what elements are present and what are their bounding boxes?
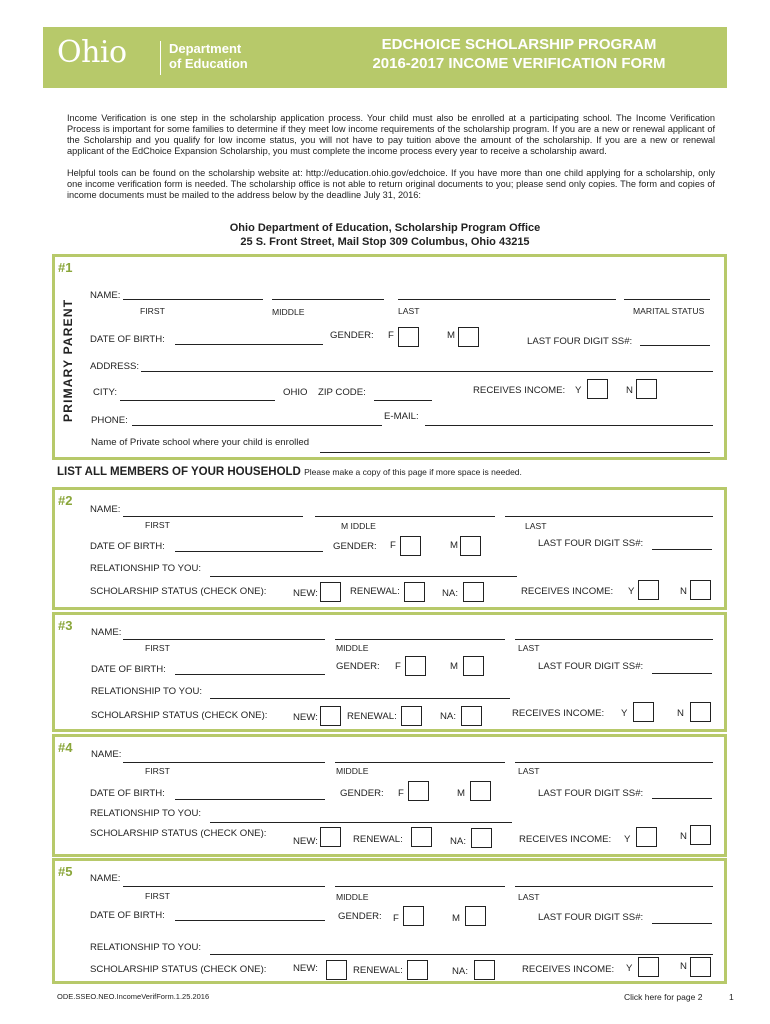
ss-label: LAST FOUR DIGIT SS#: bbox=[538, 788, 644, 799]
first-caption: FIRST bbox=[145, 520, 170, 530]
status-na-label: NA: bbox=[440, 711, 456, 722]
household-note: Please make a copy of this page if more space is needed. bbox=[304, 467, 522, 477]
receives-n-label: N bbox=[677, 708, 684, 719]
last-caption: LAST bbox=[398, 306, 420, 316]
email-input[interactable] bbox=[425, 425, 713, 426]
ss-input[interactable] bbox=[640, 345, 710, 346]
status-renewal-label: RENEWAL: bbox=[350, 586, 400, 597]
phone-label: PHONE: bbox=[91, 415, 128, 426]
logo-dept-line1: Department bbox=[169, 41, 242, 56]
relationship-label: RELATIONSHIP TO YOU: bbox=[90, 942, 202, 953]
gender-f-checkbox[interactable] bbox=[398, 327, 419, 347]
relationship-label: RELATIONSHIP TO YOU: bbox=[91, 686, 203, 697]
logo-department-text bbox=[169, 41, 248, 71]
receives-y-checkbox[interactable] bbox=[638, 957, 659, 977]
ss-input[interactable] bbox=[652, 673, 712, 674]
receives-income-label: RECEIVES INCOME: bbox=[521, 586, 614, 597]
receives-n-checkbox[interactable] bbox=[690, 957, 711, 977]
address-line-1: Ohio Department of Education, Scholarship Program Office bbox=[229, 222, 541, 234]
gender-label: GENDER: bbox=[336, 661, 380, 672]
school-label: Name of Private school where your child is enrolled bbox=[91, 437, 310, 448]
middle-name-input[interactable] bbox=[335, 762, 505, 763]
section-number: #2 bbox=[58, 493, 73, 508]
relationship-label: RELATIONSHIP TO YOU: bbox=[90, 563, 202, 574]
status-na-label: NA: bbox=[452, 966, 468, 977]
section-number: #1 bbox=[58, 260, 73, 275]
receives-n-checkbox[interactable] bbox=[690, 580, 711, 600]
receives-y-checkbox[interactable] bbox=[638, 580, 659, 600]
gender-m-checkbox[interactable] bbox=[458, 327, 479, 347]
gender-f-checkbox[interactable] bbox=[400, 536, 421, 556]
address-label: ADDRESS: bbox=[90, 361, 140, 372]
dob-input[interactable] bbox=[175, 674, 325, 675]
gender-label: GENDER: bbox=[338, 911, 382, 922]
first-caption: FIRST bbox=[145, 891, 170, 901]
logo-dept-line2: of Education bbox=[169, 56, 248, 71]
status-new-checkbox[interactable] bbox=[320, 582, 341, 602]
logo-divider bbox=[160, 41, 161, 75]
primary-parent-section bbox=[52, 254, 727, 460]
gender-m-checkbox[interactable] bbox=[463, 656, 484, 676]
zip-input[interactable] bbox=[374, 400, 432, 401]
gender-m-label: M bbox=[450, 661, 458, 672]
gender-f-label: F bbox=[398, 788, 404, 799]
receives-y-checkbox[interactable] bbox=[587, 379, 608, 399]
status-na-label: NA: bbox=[450, 836, 466, 847]
middle-name-input[interactable] bbox=[315, 516, 495, 517]
gender-m-label: M bbox=[452, 913, 460, 924]
ss-label: LAST FOUR DIGIT SS#: bbox=[527, 336, 633, 347]
dob-label: DATE OF BIRTH: bbox=[90, 334, 165, 345]
status-label: SCHOLARSHIP STATUS (CHECK ONE): bbox=[91, 710, 268, 721]
gender-f-label: F bbox=[388, 330, 394, 341]
dob-label: DATE OF BIRTH: bbox=[91, 664, 166, 675]
receives-n-label: N bbox=[626, 385, 633, 396]
first-name-input[interactable] bbox=[123, 516, 303, 517]
status-new-label: NEW: bbox=[293, 836, 318, 847]
status-na-checkbox[interactable] bbox=[471, 828, 492, 848]
dob-label: DATE OF BIRTH: bbox=[90, 788, 165, 799]
status-new-label: NEW: bbox=[293, 588, 318, 599]
last-caption: LAST bbox=[518, 766, 540, 776]
gender-label: GENDER: bbox=[330, 330, 374, 341]
dob-label: DATE OF BIRTH: bbox=[90, 541, 165, 552]
gender-m-checkbox[interactable] bbox=[465, 906, 486, 926]
middle-caption: MIDDLE bbox=[336, 766, 369, 776]
middle-caption: MIDDLE bbox=[336, 643, 369, 653]
relationship-input[interactable] bbox=[210, 698, 510, 699]
status-label: SCHOLARSHIP STATUS (CHECK ONE): bbox=[90, 964, 267, 975]
section-number: #3 bbox=[58, 618, 73, 633]
receives-n-label: N bbox=[680, 831, 687, 842]
name-label: NAME: bbox=[91, 749, 122, 760]
middle-caption: MIDDLE bbox=[336, 892, 369, 902]
status-na-label: NA: bbox=[442, 588, 458, 599]
mailing-address bbox=[0, 221, 770, 249]
city-label: CITY: bbox=[93, 387, 117, 398]
address-line-2: 25 S. Front Street, Mail Stop 309 Columbus, Ohio 43215 bbox=[240, 236, 530, 248]
receives-y-label: Y bbox=[621, 708, 628, 719]
address-input[interactable] bbox=[141, 371, 713, 372]
status-new-checkbox[interactable] bbox=[320, 827, 341, 847]
section-number: #5 bbox=[58, 864, 73, 879]
ss-label: LAST FOUR DIGIT SS#: bbox=[538, 661, 644, 672]
receives-y-label: Y bbox=[624, 834, 631, 845]
city-input[interactable] bbox=[120, 400, 275, 401]
first-name-input[interactable] bbox=[123, 299, 263, 300]
dob-input[interactable] bbox=[175, 551, 323, 552]
email-label: E-MAIL: bbox=[384, 411, 419, 422]
status-na-checkbox[interactable] bbox=[463, 582, 484, 602]
last-name-input[interactable] bbox=[398, 299, 616, 300]
status-label: SCHOLARSHIP STATUS (CHECK ONE): bbox=[90, 828, 267, 839]
last-caption: LAST bbox=[525, 521, 547, 531]
receives-y-label: Y bbox=[628, 586, 635, 597]
receives-income-label: RECEIVES INCOME: bbox=[522, 964, 615, 975]
first-caption: FIRST bbox=[140, 306, 165, 316]
status-renewal-checkbox[interactable] bbox=[407, 960, 428, 980]
gender-m-label: M bbox=[450, 540, 458, 551]
ss-label: LAST FOUR DIGIT SS#: bbox=[538, 538, 644, 549]
receives-n-label: N bbox=[680, 586, 687, 597]
middle-caption: M IDDLE bbox=[341, 521, 376, 531]
receives-n-checkbox[interactable] bbox=[636, 379, 657, 399]
header-banner bbox=[43, 27, 727, 88]
gender-f-checkbox[interactable] bbox=[403, 906, 424, 926]
form-title-line1: EDCHOICE SCHOLARSHIP PROGRAM bbox=[381, 36, 657, 53]
form-title bbox=[311, 35, 727, 73]
status-na-checkbox[interactable] bbox=[461, 706, 482, 726]
receives-n-checkbox[interactable] bbox=[690, 825, 711, 845]
gender-f-label: F bbox=[393, 913, 399, 924]
last-name-input[interactable] bbox=[515, 762, 713, 763]
school-input[interactable] bbox=[320, 452, 710, 453]
status-renewal-checkbox[interactable] bbox=[401, 706, 422, 726]
name-label: NAME: bbox=[90, 873, 121, 884]
receives-y-checkbox[interactable] bbox=[633, 702, 654, 722]
zip-label: ZIP CODE: bbox=[318, 387, 366, 398]
page-2-link[interactable]: Click here for page 2 bbox=[624, 992, 703, 1002]
relationship-input[interactable] bbox=[210, 954, 713, 955]
first-name-input[interactable] bbox=[123, 886, 325, 887]
ss-label: LAST FOUR DIGIT SS#: bbox=[538, 912, 644, 923]
status-na-checkbox[interactable] bbox=[474, 960, 495, 980]
dob-input[interactable] bbox=[175, 799, 325, 800]
ss-input[interactable] bbox=[652, 549, 712, 550]
gender-label: GENDER: bbox=[333, 541, 377, 552]
first-caption: FIRST bbox=[145, 643, 170, 653]
status-renewal-label: RENEWAL: bbox=[353, 965, 403, 976]
dob-input[interactable] bbox=[175, 920, 325, 921]
status-renewal-label: RENEWAL: bbox=[347, 711, 397, 722]
primary-parent-label: PRIMARY PARENT bbox=[61, 298, 75, 422]
status-new-label: NEW: bbox=[293, 963, 318, 974]
middle-caption: MIDDLE bbox=[272, 307, 305, 317]
household-heading bbox=[57, 466, 522, 478]
name-label: NAME: bbox=[90, 290, 121, 301]
dob-input[interactable] bbox=[175, 344, 323, 345]
status-new-checkbox[interactable] bbox=[326, 960, 347, 980]
dob-label: DATE OF BIRTH: bbox=[90, 910, 165, 921]
logo-ohio-text: Ohio bbox=[57, 35, 127, 70]
ohio-doe-logo bbox=[43, 27, 311, 88]
last-caption: LAST bbox=[518, 643, 540, 653]
gender-label: GENDER: bbox=[340, 788, 384, 799]
receives-n-label: N bbox=[680, 961, 687, 972]
status-renewal-checkbox[interactable] bbox=[411, 827, 432, 847]
gender-m-label: M bbox=[447, 330, 455, 341]
phone-input[interactable] bbox=[132, 425, 382, 426]
status-renewal-label: RENEWAL: bbox=[353, 834, 403, 845]
form-title-line2: 2016-2017 INCOME VERIFICATION FORM bbox=[372, 55, 666, 72]
gender-m-checkbox[interactable] bbox=[460, 536, 481, 556]
middle-name-input[interactable] bbox=[335, 886, 505, 887]
receives-y-label: Y bbox=[575, 385, 582, 396]
name-label: NAME: bbox=[91, 627, 122, 638]
gender-m-checkbox[interactable] bbox=[470, 781, 491, 801]
ss-input[interactable] bbox=[652, 923, 712, 924]
first-name-input[interactable] bbox=[123, 639, 325, 640]
status-label: SCHOLARSHIP STATUS (CHECK ONE): bbox=[90, 586, 267, 597]
first-caption: FIRST bbox=[145, 766, 170, 776]
page-number: 1 bbox=[729, 992, 734, 1002]
last-caption: LAST bbox=[518, 892, 540, 902]
first-name-input[interactable] bbox=[123, 762, 325, 763]
receives-n-checkbox[interactable] bbox=[690, 702, 711, 722]
intro-paragraph-1: Income Verification is one step in the scholarship application process. Your child must also be enrolled at a participating school. The Income Verification Process is important for some families to determine if they meet low income requirements of the scholarship program. If you are a new or renewal applicant of the Scholarship and you qualify for low income status, you will not have to pay tuition above the amount of the scholarship. If you are a new or renewal applicant of the EdChoice Expansion Scholarship, you must complete the income process every year to receive a scholarship award. bbox=[67, 113, 715, 156]
gender-f-label: F bbox=[395, 661, 401, 672]
receives-income-label: RECEIVES INCOME: bbox=[519, 834, 612, 845]
form-code: ODE.SSEO.NEO.IncomeVerifForm.1.25.2016 bbox=[57, 992, 210, 1001]
gender-f-checkbox[interactable] bbox=[408, 781, 429, 801]
gender-m-label: M bbox=[457, 788, 465, 799]
status-renewal-checkbox[interactable] bbox=[404, 582, 425, 602]
last-name-input[interactable] bbox=[515, 639, 713, 640]
gender-f-checkbox[interactable] bbox=[405, 656, 426, 676]
receives-y-label: Y bbox=[626, 963, 633, 974]
marital-status-input[interactable] bbox=[624, 299, 710, 300]
state-ohio: OHIO bbox=[283, 387, 308, 398]
status-new-label: NEW: bbox=[293, 712, 318, 723]
ss-input[interactable] bbox=[652, 798, 712, 799]
marital-caption: MARITAL STATUS bbox=[633, 306, 705, 316]
household-heading-text: LIST ALL MEMBERS OF YOUR HOUSEHOLD bbox=[57, 466, 301, 478]
last-name-input[interactable] bbox=[505, 516, 713, 517]
status-new-checkbox[interactable] bbox=[320, 706, 341, 726]
receives-income-label: RECEIVES INCOME: bbox=[512, 708, 605, 719]
receives-income-label: RECEIVES INCOME: bbox=[473, 385, 566, 396]
intro-paragraph-2: Helpful tools can be found on the scholarship website at: http://education.ohio.gov/edchoice. If you have more than one child applying for a scholarship, only one income verification form is needed. The scholarship office is not able to return original documents to you; please send only copies. The form and copies of income documents must be mailed to the address below by the deadline July 31, 2016: bbox=[67, 168, 715, 200]
section-number: #4 bbox=[58, 740, 73, 755]
name-label: NAME: bbox=[90, 504, 121, 515]
last-name-input[interactable] bbox=[515, 886, 713, 887]
gender-f-label: F bbox=[390, 540, 396, 551]
relationship-input[interactable] bbox=[210, 822, 512, 823]
middle-name-input[interactable] bbox=[335, 639, 505, 640]
relationship-input[interactable] bbox=[210, 576, 517, 577]
middle-name-input[interactable] bbox=[272, 299, 384, 300]
relationship-label: RELATIONSHIP TO YOU: bbox=[90, 808, 202, 819]
receives-y-checkbox[interactable] bbox=[636, 827, 657, 847]
